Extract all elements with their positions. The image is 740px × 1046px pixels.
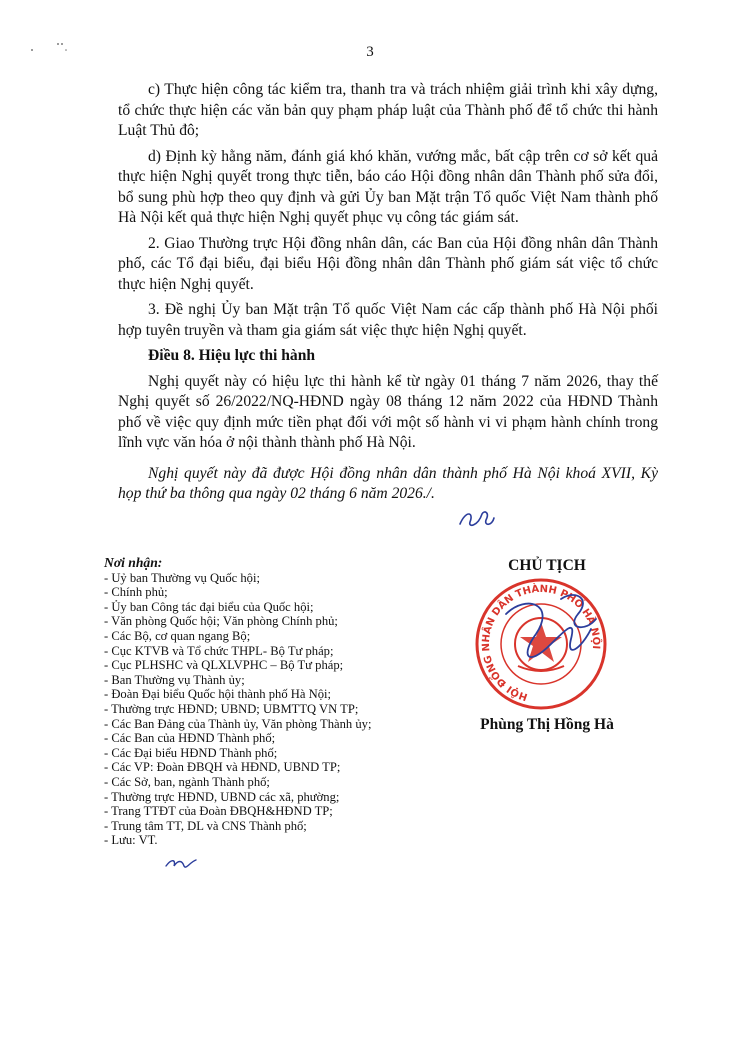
recipient-item: - Các Sở, ban, ngành Thành phố;	[104, 774, 270, 789]
recipient-item: - Thường trực HĐND; UBND; UBMTTQ VN TP;	[104, 701, 359, 716]
recipient-item: - Cục KTVB và Tổ chức THPL- Bộ Tư pháp;	[104, 643, 334, 658]
article-8-heading: Điều 8. Hiệu lực thi hành	[148, 347, 316, 364]
recipients-title: Nơi nhận:	[104, 555, 163, 570]
initial-mark-icon	[456, 508, 496, 530]
recipient-item: - Văn phòng Quốc hội; Văn phòng Chính phủ;	[104, 614, 338, 629]
official-seal-icon	[466, 574, 616, 714]
seal-text: HỘI ĐỒNG NHÂN DÂN THÀNH PHỐ HÀ NỘI	[480, 583, 602, 703]
closing-statement: Nghị quyết này đã được Hội đồng nhân dân thành phố Hà Nội khoá XVII, Kỳ họp thứ ba thông qua ngày 02 tháng 6 năm 2026./.	[118, 464, 658, 502]
paragraph-3: 3. Đề nghị Ủy ban Mặt trận Tổ quốc Việt Nam các cấp thành phố Hà Nội phối hợp tuyên truyền và tham gia giám sát việc thực hiện Nghị quyết.	[118, 301, 658, 339]
signature-title: CHỦ TỊCH	[508, 557, 586, 574]
recipient-item: - Ban Thường vụ Thành ủy;	[104, 672, 245, 687]
recipient-item: - Chính phủ;	[104, 585, 168, 600]
recipient-item: - Các Ban Đảng của Thành ủy, Văn phòng Thành ủy;	[104, 716, 372, 731]
paragraph-c: c) Thực hiện công tác kiểm tra, thanh tra và trách nhiệm giải trình khi xây dựng, tổ chức thực hiện các văn bản quy phạm pháp luật của Thành phố để tổ chức thi hành Luật Thủ đô;	[118, 81, 658, 139]
recipient-item: - Các Bộ, cơ quan ngang Bộ;	[104, 628, 251, 643]
recipient-item: - Ủy ban Công tác đại biểu của Quốc hội;	[104, 599, 314, 614]
recipients-list	[104, 556, 434, 848]
recipient-item: - Các VP: Đoàn ĐBQH và HĐND, UBND TP;	[104, 760, 341, 775]
effect-paragraph: Nghị quyết này có hiệu lực thi hành kể từ ngày 01 tháng 7 năm 2026, thay thế Nghị quyết số 26/2022/NQ-HĐND ngày 08 tháng 12 năm 2022 của HĐND Thành phố về việc quy định mức tiền phạt đối với một số hành vi vi phạm hành chính trong lĩnh vực văn hóa ở nội thành thành phố Hà Nội.	[118, 372, 658, 451]
recipient-item: - Trung tâm TT, DL và CNS Thành phố;	[104, 818, 307, 833]
recipient-item: - Đoàn Đại biểu Quốc hội thành phố Hà Nội;	[104, 687, 331, 702]
recipient-item: - Trang TTĐT của Đoàn ĐBQH&HĐND TP;	[104, 804, 333, 819]
recipient-item: - Các Đại biểu HĐND Thành phố;	[104, 745, 278, 760]
document-body	[118, 80, 658, 510]
recipient-item: - Cục PLHSHC và QLXLVPHC – Bộ Tư pháp;	[104, 658, 344, 673]
page-number: 3	[366, 44, 374, 60]
signer-name: Phùng Thị Hồng Hà	[480, 716, 614, 733]
recipient-item: - Uỷ ban Thường vụ Quốc hội;	[104, 570, 260, 585]
recipient-item: - Các Ban của HĐND Thành phố;	[104, 731, 276, 746]
recipient-item: - Thường trực HĐND, UBND các xã, phường;	[104, 789, 340, 804]
paragraph-d: d) Định kỳ hằng năm, đánh giá khó khăn, vướng mắc, bất cập trên cơ sở kết quả thực hiện Nghị quyết trong thực tiễn, báo cáo Hội đồng nhân dân Thành phố sửa đổi, bổ sung phù hợp theo quy định và gửi Ủy ban Mặt trận Tổ quốc Việt Nam thành phố Hà Nội kết quả thực hiện Nghị quyết phục vụ công tác giám sát.	[118, 147, 658, 226]
clerk-initial-icon	[164, 854, 198, 872]
paragraph-2: 2. Giao Thường trực Hội đồng nhân dân, các Ban của Hội đồng nhân dân Thành phố, các Tổ đại biểu, đại biểu Hội đồng nhân dân Thành phố giám sát việc tổ chức thực hiện Nghị quyết.	[118, 234, 658, 293]
recipient-item: - Lưu: VT.	[104, 833, 158, 848]
